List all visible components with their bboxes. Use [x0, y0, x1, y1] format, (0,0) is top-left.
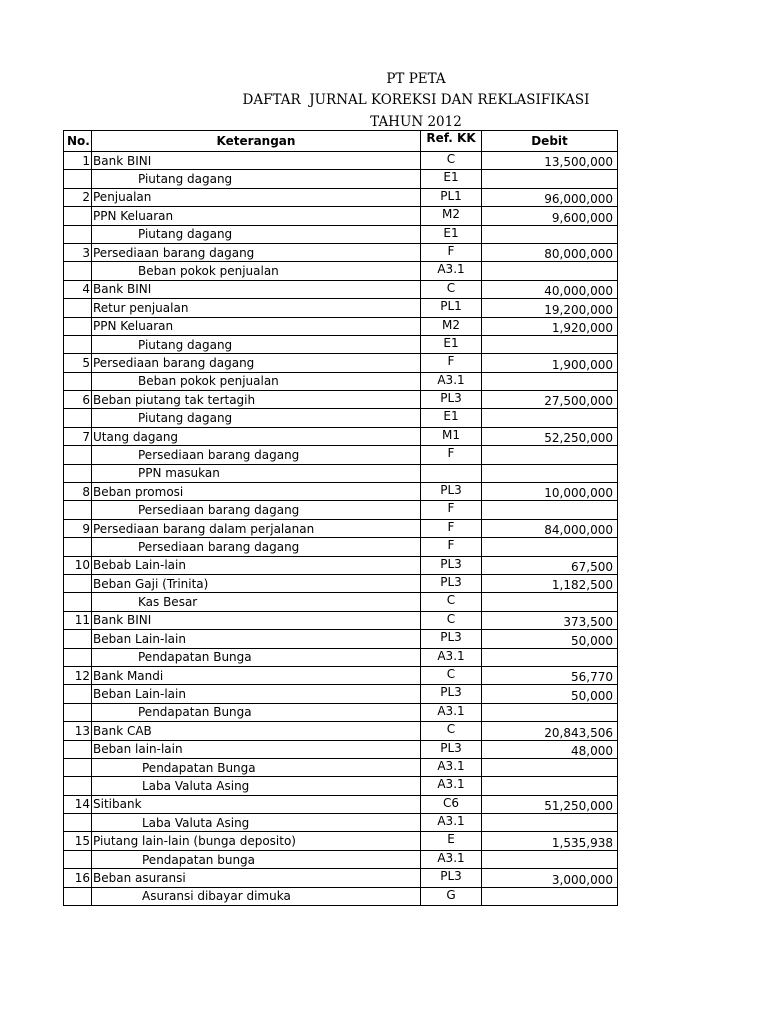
row-debit: 1,920,000 [482, 317, 618, 335]
table-row [64, 152, 618, 170]
document-year: TAHUN 2012 [370, 114, 462, 130]
row-keterangan: Bank Mandi [92, 666, 421, 684]
row-ref-kk: A3.1 [421, 262, 482, 280]
row-debit: 50,000 [482, 630, 618, 648]
row-debit: 50,000 [482, 685, 618, 703]
row-debit: 96,000,000 [482, 188, 618, 206]
row-number: 15 [64, 832, 92, 850]
row-debit: 1,900,000 [482, 354, 618, 372]
table-row [64, 299, 618, 317]
row-debit: 52,250,000 [482, 427, 618, 445]
table-row [64, 207, 618, 225]
row-ref-kk: C [421, 611, 482, 629]
row-debit: 40,000,000 [482, 280, 618, 298]
row-keterangan: Beban Lain-lain [92, 685, 421, 703]
row-number [64, 630, 92, 648]
row-debit: 19,200,000 [482, 299, 618, 317]
table-header-row [64, 131, 618, 152]
row-ref-kk: G [421, 887, 482, 905]
row-keterangan: Pendapatan Bunga [92, 703, 421, 721]
table-row [64, 391, 618, 409]
table-row [64, 593, 618, 611]
row-number [64, 758, 92, 776]
row-number: 16 [64, 869, 92, 887]
row-debit [482, 538, 618, 556]
row-number [64, 225, 92, 243]
row-debit [482, 501, 618, 519]
row-number: 4 [64, 280, 92, 298]
row-debit [482, 758, 618, 776]
row-keterangan: Beban Lain-lain [92, 630, 421, 648]
row-ref-kk: PL3 [421, 630, 482, 648]
row-number [64, 538, 92, 556]
row-ref-kk: C6 [421, 795, 482, 813]
row-number [64, 685, 92, 703]
row-debit [482, 409, 618, 427]
row-keterangan: Beban asuransi [92, 869, 421, 887]
row-keterangan: Beban Gaji (Trinita) [92, 574, 421, 592]
row-debit: 13,500,000 [482, 152, 618, 170]
row-number [64, 262, 92, 280]
row-debit: 84,000,000 [482, 519, 618, 537]
row-ref-kk: F [421, 538, 482, 556]
row-number [64, 170, 92, 188]
row-number [64, 814, 92, 832]
row-debit: 9,600,000 [482, 207, 618, 225]
row-keterangan: Beban pokok penjualan [92, 262, 421, 280]
table-row [64, 464, 618, 482]
row-number: 1 [64, 152, 92, 170]
table-row [64, 630, 618, 648]
row-number: 13 [64, 722, 92, 740]
row-number: 12 [64, 666, 92, 684]
header-keterangan: Keterangan [92, 131, 421, 152]
row-keterangan: Bank BINI [92, 152, 421, 170]
table-row [64, 869, 618, 887]
row-ref-kk: PL1 [421, 188, 482, 206]
row-number: 2 [64, 188, 92, 206]
row-keterangan: Piutang dagang [92, 170, 421, 188]
row-keterangan: Bank BINI [92, 280, 421, 298]
table-row [64, 519, 618, 537]
row-keterangan: Persediaan barang dagang [92, 446, 421, 464]
row-number: 14 [64, 795, 92, 813]
row-keterangan: Persediaan barang dagang [92, 501, 421, 519]
table-row [64, 777, 618, 795]
row-number [64, 648, 92, 666]
row-ref-kk: F [421, 446, 482, 464]
row-debit: 10,000,000 [482, 483, 618, 501]
table-row [64, 188, 618, 206]
table-row [64, 372, 618, 390]
table-row [64, 814, 618, 832]
row-keterangan: PPN Keluaran [92, 317, 421, 335]
row-ref-kk: PL3 [421, 574, 482, 592]
row-debit [482, 372, 618, 390]
row-keterangan: Penjualan [92, 188, 421, 206]
table-row [64, 703, 618, 721]
row-number: 11 [64, 611, 92, 629]
row-number: 8 [64, 483, 92, 501]
row-ref-kk: PL1 [421, 299, 482, 317]
table-row [64, 740, 618, 758]
row-keterangan: Beban promosi [92, 483, 421, 501]
row-debit [482, 887, 618, 905]
row-number: 9 [64, 519, 92, 537]
table-row [64, 722, 618, 740]
row-ref-kk: M2 [421, 207, 482, 225]
row-ref-kk: A3.1 [421, 703, 482, 721]
row-ref-kk: PL3 [421, 685, 482, 703]
row-ref-kk: E1 [421, 170, 482, 188]
row-ref-kk: A3.1 [421, 372, 482, 390]
row-debit: 80,000,000 [482, 243, 618, 261]
row-keterangan: Persediaan barang dagang [92, 354, 421, 372]
row-keterangan: Persediaan barang dalam perjalanan [92, 519, 421, 537]
table-row [64, 335, 618, 353]
table-row [64, 280, 618, 298]
row-debit [482, 464, 618, 482]
table-row [64, 170, 618, 188]
table-row [64, 427, 618, 445]
row-keterangan: Pendapatan Bunga [92, 758, 421, 776]
table-row [64, 795, 618, 813]
row-number: 5 [64, 354, 92, 372]
document-title: DAFTAR JURNAL KOREKSI DAN REKLASIFIKASI [242, 92, 590, 108]
row-number: 3 [64, 243, 92, 261]
row-debit [482, 593, 618, 611]
row-number [64, 299, 92, 317]
row-keterangan: Bank CAB [92, 722, 421, 740]
table-row [64, 317, 618, 335]
row-debit: 1,182,500 [482, 574, 618, 592]
row-keterangan: Piutang dagang [92, 409, 421, 427]
row-number: 6 [64, 391, 92, 409]
row-ref-kk: A3.1 [421, 850, 482, 868]
row-number [64, 850, 92, 868]
row-number [64, 593, 92, 611]
row-ref-kk [421, 464, 482, 482]
row-keterangan: Bank BINI [92, 611, 421, 629]
row-ref-kk: F [421, 354, 482, 372]
table-row [64, 483, 618, 501]
row-keterangan: PPN masukan [92, 464, 421, 482]
row-ref-kk: M1 [421, 427, 482, 445]
header-debit: Debit [482, 131, 618, 152]
table-row [64, 611, 618, 629]
row-number [64, 777, 92, 795]
table-row [64, 758, 618, 776]
table-row [64, 887, 618, 905]
row-keterangan: Asuransi dibayar dimuka [92, 887, 421, 905]
journal-table [63, 130, 618, 906]
row-keterangan: Utang dagang [92, 427, 421, 445]
row-number [64, 335, 92, 353]
row-debit [482, 262, 618, 280]
row-debit [482, 814, 618, 832]
row-ref-kk: E [421, 832, 482, 850]
row-keterangan: Bebab Lain-lain [92, 556, 421, 574]
table-row [64, 685, 618, 703]
table-row [64, 243, 618, 261]
row-number [64, 703, 92, 721]
row-debit [482, 703, 618, 721]
row-keterangan: Persediaan barang dagang [92, 538, 421, 556]
row-ref-kk: PL3 [421, 556, 482, 574]
table-row [64, 446, 618, 464]
table-body [64, 152, 618, 906]
row-ref-kk: C [421, 722, 482, 740]
row-debit: 1,535,938 [482, 832, 618, 850]
row-number [64, 740, 92, 758]
table-row [64, 832, 618, 850]
row-debit [482, 648, 618, 666]
table-row [64, 666, 618, 684]
row-number [64, 372, 92, 390]
row-debit [482, 850, 618, 868]
company-name: PT PETA [386, 71, 446, 87]
table-row [64, 556, 618, 574]
row-ref-kk: A3.1 [421, 758, 482, 776]
row-ref-kk: M2 [421, 317, 482, 335]
row-keterangan: Persediaan barang dagang [92, 243, 421, 261]
row-keterangan: Laba Valuta Asing [92, 777, 421, 795]
row-debit [482, 335, 618, 353]
row-keterangan: Sitibank [92, 795, 421, 813]
row-debit: 67,500 [482, 556, 618, 574]
header-no: No. [64, 131, 92, 152]
row-ref-kk: F [421, 501, 482, 519]
row-keterangan: Retur penjualan [92, 299, 421, 317]
row-number: 7 [64, 427, 92, 445]
row-number [64, 574, 92, 592]
row-keterangan: Laba Valuta Asing [92, 814, 421, 832]
row-ref-kk: PL3 [421, 483, 482, 501]
row-debit [482, 170, 618, 188]
row-debit: 373,500 [482, 611, 618, 629]
row-keterangan: Beban lain-lain [92, 740, 421, 758]
row-ref-kk: PL3 [421, 869, 482, 887]
table-row [64, 225, 618, 243]
row-ref-kk: A3.1 [421, 814, 482, 832]
table-row [64, 850, 618, 868]
row-keterangan: Kas Besar [92, 593, 421, 611]
row-number [64, 317, 92, 335]
row-debit: 3,000,000 [482, 869, 618, 887]
row-ref-kk: C [421, 593, 482, 611]
table-row [64, 354, 618, 372]
row-keterangan: Pendapatan Bunga [92, 648, 421, 666]
row-keterangan: Beban pokok penjualan [92, 372, 421, 390]
row-number [64, 207, 92, 225]
row-number [64, 409, 92, 427]
header-ref-kk: Ref. KK [421, 131, 482, 152]
table-row [64, 574, 618, 592]
row-keterangan: Piutang dagang [92, 335, 421, 353]
row-debit [482, 777, 618, 795]
row-number [64, 446, 92, 464]
row-ref-kk: C [421, 280, 482, 298]
row-ref-kk: E1 [421, 225, 482, 243]
row-ref-kk: PL3 [421, 740, 482, 758]
row-ref-kk: PL3 [421, 391, 482, 409]
table-row [64, 409, 618, 427]
row-keterangan: PPN Keluaran [92, 207, 421, 225]
row-ref-kk: C [421, 152, 482, 170]
row-debit: 20,843,506 [482, 722, 618, 740]
row-keterangan: Beban piutang tak tertagih [92, 391, 421, 409]
row-ref-kk: F [421, 519, 482, 537]
row-debit [482, 446, 618, 464]
row-number [64, 887, 92, 905]
row-debit [482, 225, 618, 243]
table-row [64, 501, 618, 519]
row-debit: 56,770 [482, 666, 618, 684]
row-ref-kk: C [421, 666, 482, 684]
table-row [64, 262, 618, 280]
table-row [64, 538, 618, 556]
row-debit: 51,250,000 [482, 795, 618, 813]
row-debit: 48,000 [482, 740, 618, 758]
row-debit: 27,500,000 [482, 391, 618, 409]
row-ref-kk: F [421, 243, 482, 261]
row-number [64, 464, 92, 482]
row-keterangan: Piutang dagang [92, 225, 421, 243]
row-keterangan: Pendapatan bunga [92, 850, 421, 868]
row-ref-kk: E1 [421, 335, 482, 353]
table-row [64, 648, 618, 666]
row-ref-kk: E1 [421, 409, 482, 427]
row-ref-kk: A3.1 [421, 648, 482, 666]
row-ref-kk: A3.1 [421, 777, 482, 795]
row-number [64, 501, 92, 519]
row-keterangan: Piutang lain-lain (bunga deposito) [92, 832, 421, 850]
row-number: 10 [64, 556, 92, 574]
